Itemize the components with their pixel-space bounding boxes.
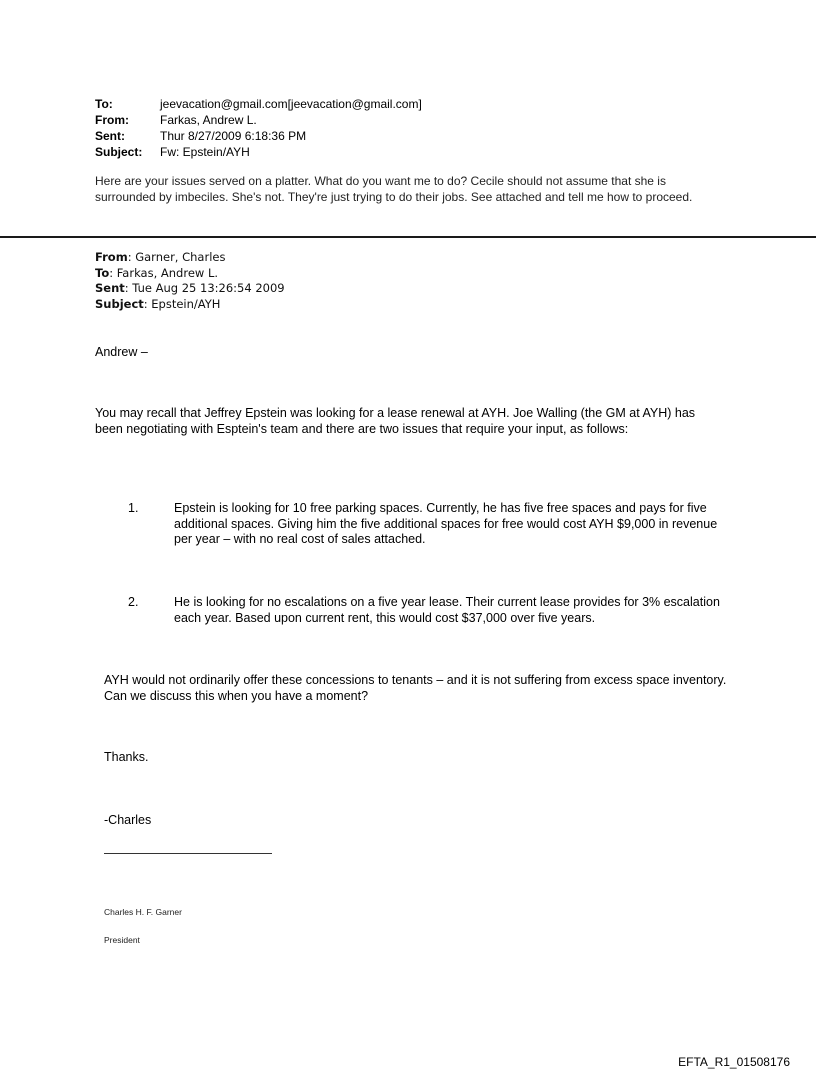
- document-id: EFTA_R1_01508176: [678, 1055, 790, 1069]
- list-item-text: He is looking for no escalations on a five year lease. Their current lease provides for 3% escalation each year. Based upon current rent, this would cost $37,000 over five years.: [174, 595, 720, 625]
- signature-title: President: [104, 935, 140, 945]
- list-item-number: 1.: [128, 501, 139, 515]
- body-paragraph-2: AYH would not ordinarily offer these concessions to tenants – and it is not suffering from excess space inventory. Can we discuss this when you have a moment?: [104, 673, 727, 703]
- body-paragraph-1: You may recall that Jeffrey Epstein was looking for a lease renewal at AYH. Joe Walling (the GM at AYH) has been negotiating with Esptein's team and there are two issues that require your input, as follows:: [95, 406, 696, 436]
- fwd-to-label: To: [95, 265, 110, 280]
- signoff: -Charles: [104, 813, 152, 827]
- from-value: Farkas, Andrew L.: [160, 113, 257, 127]
- header-to-row: [95, 96, 422, 112]
- fwd-subject-row: [95, 297, 285, 313]
- fwd-subject-label: Subject: [95, 296, 144, 311]
- fwd-from-value: : Garner, Charles: [127, 250, 226, 264]
- fwd-to-value: : Farkas, Andrew L.: [109, 265, 219, 280]
- fwd-sent-row: [95, 281, 285, 297]
- signature-name: Charles H. F. Garner: [104, 907, 182, 917]
- fwd-from-label: From: [95, 250, 128, 264]
- to-label: To:: [95, 97, 113, 111]
- fwd-to-row: [95, 266, 285, 282]
- header-from-row: [95, 112, 422, 128]
- sent-value: Thur 8/27/2009 6:18:36 PM: [160, 129, 307, 143]
- divider: [0, 236, 816, 238]
- fwd-sent-value: : Tue Aug 25 13:26:54 2009: [124, 281, 285, 295]
- subject-label: Subject:: [95, 145, 143, 159]
- list-item-text: Epstein is looking for 10 free parking spaces. Currently, he has five free spaces and pays for five additional spaces. Giving him the five additional spaces for free would cost AYH $9,000 in revenue per year – with no real cost of sales attached.: [174, 501, 718, 546]
- thanks: Thanks.: [104, 750, 149, 764]
- sent-label: Sent:: [95, 129, 125, 143]
- header-sent-row: [95, 128, 422, 144]
- list-item-number: 2.: [128, 595, 139, 609]
- header-subject-row: [95, 144, 422, 160]
- greeting: Andrew –: [95, 345, 148, 359]
- intro-message: Here are your issues served on a platter. What do you want me to do? Cecile should not assume that she is surrounded by imbeciles. She's not. They're just trying to do their jobs. See attached and tell me how to proceed.: [95, 174, 693, 204]
- fwd-subject-value: : Epstein/AYH: [143, 296, 221, 311]
- signature-line: [104, 853, 272, 854]
- fwd-from-row: [95, 250, 285, 266]
- email-header: [95, 96, 422, 160]
- subject-value: Fw: Epstein/AYH: [160, 145, 250, 159]
- to-value: jeevacation@gmail.com[jeevacation@gmail.com]: [160, 97, 422, 111]
- fwd-sent-label: Sent: [95, 281, 125, 295]
- from-label: From:: [95, 113, 129, 127]
- forwarded-header: [95, 250, 285, 312]
